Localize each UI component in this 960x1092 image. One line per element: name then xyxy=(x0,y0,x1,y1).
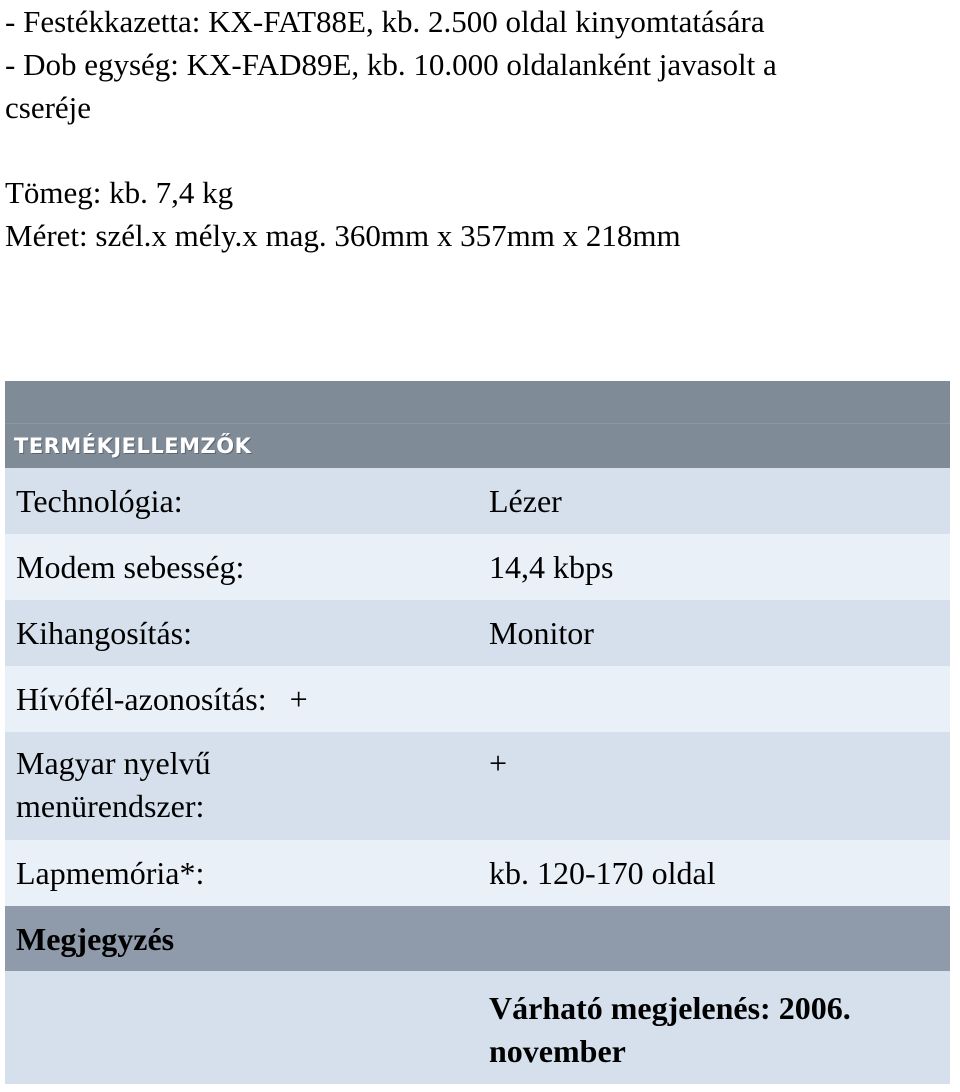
intro-text xyxy=(5,0,955,257)
product-features-table xyxy=(5,381,950,1084)
table-row xyxy=(5,840,950,906)
row-label: Technológia: xyxy=(5,468,465,534)
row-value: + xyxy=(267,666,950,732)
row-label: Hívófél-azonosítás: xyxy=(5,666,267,732)
row-label-line-1: Magyar nyelvű xyxy=(16,745,211,781)
release-label-cell xyxy=(5,971,465,1084)
note-label: Megjegyzés xyxy=(16,921,175,957)
row-value: Monitor xyxy=(465,600,950,666)
drum-line-cont: cseréje xyxy=(5,90,92,125)
table-row xyxy=(5,534,950,600)
table-header-title: TERMÉKJELLEMZŐK xyxy=(14,434,252,458)
row-label: Modem sebesség: xyxy=(5,534,465,600)
release-date xyxy=(465,971,950,1084)
toner-line: - Festékkazetta: KX-FAT88E, kb. 2.500 oldal kinyomtatására xyxy=(5,4,765,39)
drum-line: - Dob egység: KX-FAD89E, kb. 10.000 oldalanként javasolt a xyxy=(5,47,777,82)
dimensions-line: Méret: szél.x mély.x mag. 360mm x 357mm x 218mm xyxy=(5,218,681,253)
table-row xyxy=(5,468,950,534)
row-label: Kihangosítás: xyxy=(5,600,465,666)
release-row xyxy=(5,971,950,1084)
table-header-band xyxy=(5,381,950,423)
weight-line: Tömeg: kb. 7,4 kg xyxy=(5,175,234,210)
table-row xyxy=(5,666,950,732)
note-row xyxy=(5,906,950,971)
row-value: + xyxy=(465,732,950,840)
row-label xyxy=(5,732,465,840)
row-value: 14,4 kbps xyxy=(465,534,950,600)
release-line-1: Várható megjelenés: 2006. xyxy=(489,990,851,1026)
row-label-line-2: menürendszer: xyxy=(16,788,205,824)
row-value: Lézer xyxy=(465,468,950,534)
row-label: Lapmemória*: xyxy=(5,840,465,906)
table-row xyxy=(5,732,950,840)
row-value: kb. 120-170 oldal xyxy=(465,840,950,906)
release-line-2: november xyxy=(489,1033,626,1069)
table-row xyxy=(5,600,950,666)
table-header xyxy=(5,423,950,468)
